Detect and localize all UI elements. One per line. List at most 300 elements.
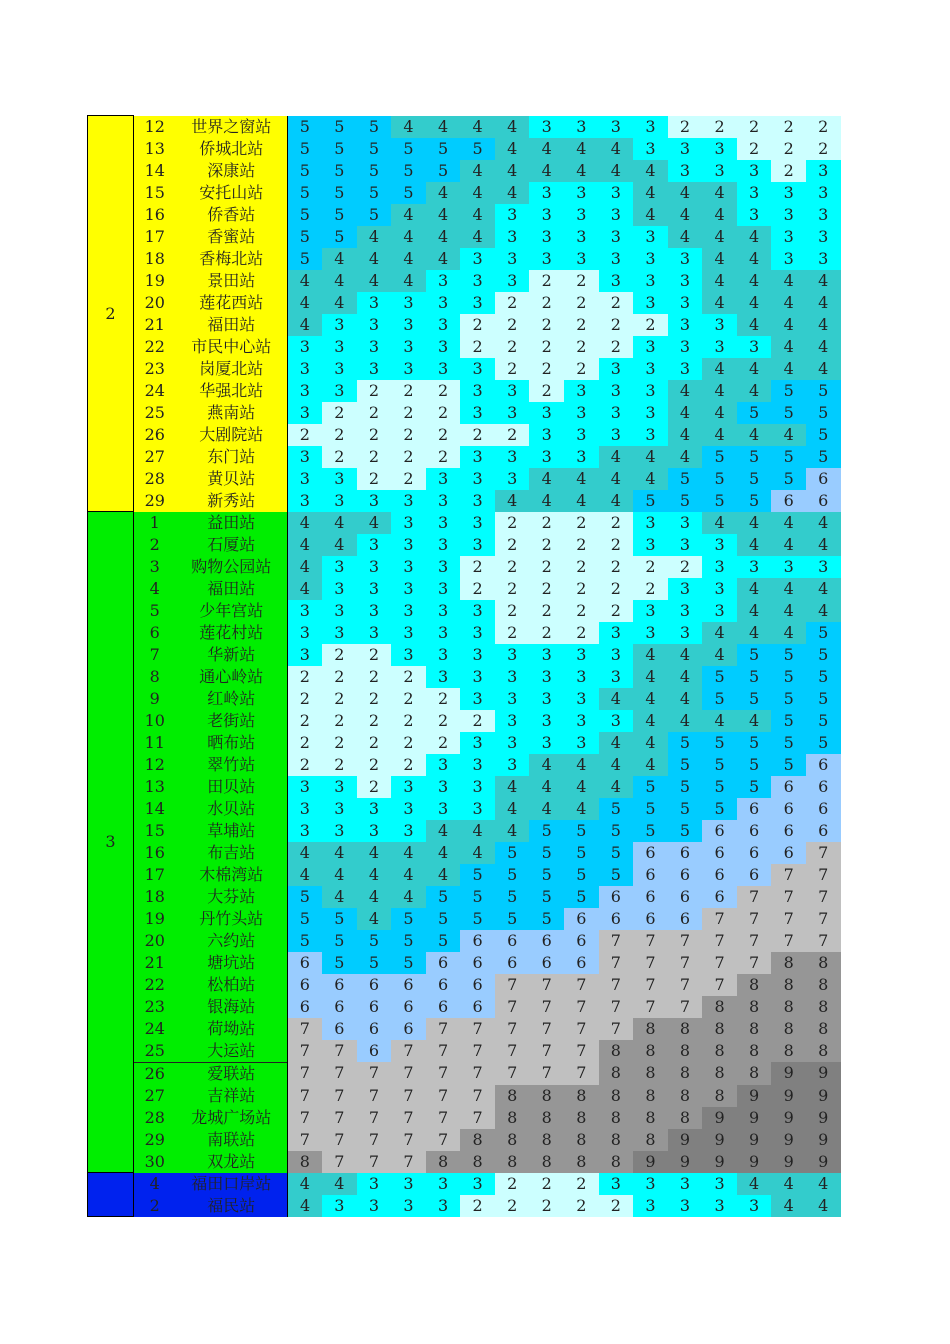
fare-cell: 2 <box>426 688 461 710</box>
fare-cell: 2 <box>460 578 495 600</box>
fare-cell: 4 <box>495 160 530 182</box>
fare-cell: 5 <box>357 952 392 974</box>
table-row <box>88 424 841 446</box>
fare-cell: 5 <box>806 666 841 688</box>
fare-cell: 2 <box>564 512 599 534</box>
fare-cell: 2 <box>495 292 530 314</box>
fare-cell: 5 <box>702 798 737 820</box>
table-row <box>88 1018 841 1040</box>
fare-cell: 6 <box>633 908 668 930</box>
fare-cell: 3 <box>495 380 530 402</box>
fare-cell: 3 <box>564 182 599 204</box>
fare-cell: 3 <box>599 204 634 226</box>
fare-cell: 3 <box>529 644 564 666</box>
station-number: 21 <box>134 314 176 336</box>
station-number: 7 <box>134 644 176 666</box>
fare-cell: 6 <box>771 490 806 512</box>
station-number: 10 <box>134 710 176 732</box>
station-name: 双龙站 <box>176 1151 288 1173</box>
fare-cell: 6 <box>357 1040 392 1063</box>
fare-cell: 2 <box>599 314 634 336</box>
fare-cell: 3 <box>668 270 703 292</box>
fare-cell: 4 <box>288 1173 323 1195</box>
fare-cell: 4 <box>288 314 323 336</box>
fare-cell: 7 <box>426 1040 461 1063</box>
fare-cell: 7 <box>460 1062 495 1085</box>
fare-cell: 3 <box>391 1195 426 1217</box>
fare-cell: 3 <box>529 666 564 688</box>
fare-cell: 2 <box>633 314 668 336</box>
fare-cell: 3 <box>426 776 461 798</box>
station-number: 5 <box>134 600 176 622</box>
fare-cell: 5 <box>529 886 564 908</box>
station-number: 30 <box>134 1151 176 1173</box>
fare-cell: 4 <box>599 776 634 798</box>
fare-cell: 4 <box>426 182 461 204</box>
fare-cell: 5 <box>564 886 599 908</box>
fare-cell: 5 <box>564 864 599 886</box>
fare-cell: 7 <box>564 996 599 1018</box>
fare-cell: 3 <box>391 798 426 820</box>
fare-cell: 8 <box>495 1107 530 1129</box>
fare-cell: 8 <box>633 1107 668 1129</box>
fare-cell: 3 <box>668 160 703 182</box>
fare-cell: 3 <box>495 468 530 490</box>
fare-cell: 3 <box>495 710 530 732</box>
fare-cell: 7 <box>668 930 703 952</box>
fare-cell: 3 <box>668 314 703 336</box>
fare-cell: 4 <box>737 512 772 534</box>
fare-cell: 3 <box>806 556 841 578</box>
fare-cell: 4 <box>322 1173 357 1195</box>
fare-cell: 3 <box>702 600 737 622</box>
fare-cell: 4 <box>771 1195 806 1217</box>
fare-cell: 5 <box>495 886 530 908</box>
table-row <box>88 248 841 270</box>
table-row <box>88 292 841 314</box>
fare-cell: 4 <box>771 1173 806 1195</box>
fare-cell: 4 <box>322 842 357 864</box>
fare-cell: 5 <box>495 842 530 864</box>
fare-cell: 3 <box>668 292 703 314</box>
fare-cell: 4 <box>391 270 426 292</box>
station-number: 1 <box>134 512 176 534</box>
fare-cell: 5 <box>668 468 703 490</box>
station-number: 24 <box>134 1018 176 1040</box>
fare-cell: 3 <box>322 798 357 820</box>
fare-cell: 3 <box>771 556 806 578</box>
fare-cell: 5 <box>737 754 772 776</box>
fare-cell: 4 <box>806 292 841 314</box>
fare-cell: 8 <box>806 952 841 974</box>
fare-cell: 2 <box>288 688 323 710</box>
fare-cell: 3 <box>357 314 392 336</box>
fare-cell: 2 <box>357 732 392 754</box>
fare-cell: 3 <box>426 578 461 600</box>
fare-cell: 5 <box>737 666 772 688</box>
fare-cell: 4 <box>702 270 737 292</box>
station-name: 莲花西站 <box>176 292 288 314</box>
fare-cell: 5 <box>322 160 357 182</box>
station-number: 13 <box>134 138 176 160</box>
fare-cell: 3 <box>564 666 599 688</box>
fare-cell: 7 <box>737 908 772 930</box>
fare-cell: 2 <box>391 754 426 776</box>
station-name: 华强北站 <box>176 380 288 402</box>
fare-cell: 8 <box>771 1018 806 1040</box>
station-name: 大运站 <box>176 1040 288 1063</box>
fare-cell: 3 <box>564 710 599 732</box>
fare-cell: 5 <box>322 204 357 226</box>
fare-cell: 3 <box>426 534 461 556</box>
fare-cell: 5 <box>322 138 357 160</box>
fare-cell: 6 <box>633 864 668 886</box>
fare-cell: 3 <box>529 116 564 138</box>
station-number: 25 <box>134 1040 176 1063</box>
station-name: 龙城广场站 <box>176 1107 288 1129</box>
fare-cell: 5 <box>391 908 426 930</box>
fare-cell: 2 <box>495 336 530 358</box>
fare-cell: 3 <box>460 622 495 644</box>
fare-cell: 3 <box>668 578 703 600</box>
fare-cell: 3 <box>529 248 564 270</box>
fare-cell: 4 <box>668 226 703 248</box>
fare-cell: 2 <box>599 534 634 556</box>
fare-cell: 2 <box>426 402 461 424</box>
fare-cell: 3 <box>633 336 668 358</box>
station-name: 侨香站 <box>176 204 288 226</box>
fare-cell: 5 <box>288 116 323 138</box>
fare-cell: 2 <box>564 1195 599 1217</box>
table-row <box>88 534 841 556</box>
fare-cell: 4 <box>702 380 737 402</box>
fare-cell: 3 <box>668 358 703 380</box>
fare-cell: 2 <box>599 1195 634 1217</box>
fare-cell: 4 <box>599 754 634 776</box>
table-row <box>88 864 841 886</box>
fare-cell: 8 <box>737 974 772 996</box>
fare-cell: 7 <box>357 1129 392 1151</box>
station-number: 3 <box>134 556 176 578</box>
fare-cell: 3 <box>357 798 392 820</box>
fare-cell: 4 <box>495 798 530 820</box>
fare-cell: 4 <box>495 490 530 512</box>
fare-cell: 2 <box>806 138 841 160</box>
station-number: 16 <box>134 204 176 226</box>
fare-cell: 2 <box>322 710 357 732</box>
table-row <box>88 666 841 688</box>
fare-cell: 3 <box>426 754 461 776</box>
fare-cell: 6 <box>460 930 495 952</box>
fare-cell: 6 <box>495 930 530 952</box>
fare-cell: 6 <box>633 842 668 864</box>
table-row <box>88 930 841 952</box>
fare-cell: 2 <box>564 534 599 556</box>
fare-cell: 2 <box>495 578 530 600</box>
table-row <box>88 1107 841 1129</box>
fare-cell: 3 <box>426 358 461 380</box>
fare-cell: 5 <box>806 710 841 732</box>
fare-cell: 4 <box>460 116 495 138</box>
fare-cell: 2 <box>771 138 806 160</box>
fare-cell: 9 <box>737 1107 772 1129</box>
table-row <box>88 688 841 710</box>
fare-cell: 3 <box>426 644 461 666</box>
station-number: 2 <box>134 534 176 556</box>
fare-cell: 5 <box>668 490 703 512</box>
fare-cell: 3 <box>426 666 461 688</box>
table-row <box>88 754 841 776</box>
fare-cell: 3 <box>633 226 668 248</box>
table-row <box>88 1173 841 1195</box>
fare-cell: 4 <box>771 600 806 622</box>
fare-cell: 2 <box>391 732 426 754</box>
fare-cell: 3 <box>391 292 426 314</box>
fare-cell: 2 <box>599 578 634 600</box>
fare-cell: 6 <box>771 776 806 798</box>
fare-cell: 8 <box>599 1085 634 1107</box>
fare-cell: 3 <box>495 754 530 776</box>
fare-cell: 3 <box>460 468 495 490</box>
station-number: 20 <box>134 292 176 314</box>
fare-cell: 4 <box>702 226 737 248</box>
fare-matrix-table <box>87 115 841 1217</box>
fare-cell: 4 <box>668 644 703 666</box>
station-name: 华新站 <box>176 644 288 666</box>
fare-cell: 4 <box>288 578 323 600</box>
fare-cell: 2 <box>495 424 530 446</box>
table-row <box>88 314 841 336</box>
fare-cell: 5 <box>357 160 392 182</box>
fare-cell: 2 <box>529 358 564 380</box>
fare-cell: 3 <box>357 578 392 600</box>
fare-cell: 4 <box>737 380 772 402</box>
fare-cell: 3 <box>495 226 530 248</box>
fare-cell: 7 <box>633 952 668 974</box>
fare-cell: 5 <box>322 226 357 248</box>
fare-cell: 3 <box>426 314 461 336</box>
table-row <box>88 798 841 820</box>
fare-cell: 6 <box>771 798 806 820</box>
fare-cell: 2 <box>806 116 841 138</box>
fare-cell: 7 <box>564 1062 599 1085</box>
fare-cell: 6 <box>460 996 495 1018</box>
fare-cell: 3 <box>391 490 426 512</box>
fare-cell: 9 <box>806 1107 841 1129</box>
fare-cell: 4 <box>771 534 806 556</box>
fare-cell: 4 <box>426 864 461 886</box>
fare-cell: 8 <box>702 996 737 1018</box>
fare-cell: 3 <box>391 1173 426 1195</box>
fare-cell: 8 <box>771 996 806 1018</box>
fare-cell: 4 <box>737 314 772 336</box>
fare-cell: 3 <box>564 380 599 402</box>
fare-cell: 6 <box>633 886 668 908</box>
fare-cell: 3 <box>460 402 495 424</box>
fare-cell: 4 <box>529 160 564 182</box>
fare-cell: 8 <box>529 1085 564 1107</box>
fare-cell: 7 <box>599 996 634 1018</box>
fare-cell: 3 <box>322 336 357 358</box>
fare-cell: 6 <box>495 952 530 974</box>
station-name: 景田站 <box>176 270 288 292</box>
fare-cell: 6 <box>564 908 599 930</box>
fare-cell: 4 <box>288 292 323 314</box>
fare-cell: 8 <box>599 1062 634 1085</box>
table-row <box>88 380 841 402</box>
fare-cell: 5 <box>288 248 323 270</box>
fare-cell: 7 <box>633 974 668 996</box>
fare-cell: 4 <box>564 160 599 182</box>
station-name: 益田站 <box>176 512 288 534</box>
fare-cell: 5 <box>702 468 737 490</box>
fare-cell: 4 <box>495 182 530 204</box>
fare-cell: 6 <box>357 996 392 1018</box>
station-number: 26 <box>134 1062 176 1085</box>
station-number: 21 <box>134 952 176 974</box>
fare-cell: 3 <box>529 204 564 226</box>
fare-cell: 5 <box>771 732 806 754</box>
fare-cell: 4 <box>668 204 703 226</box>
fare-cell: 3 <box>702 138 737 160</box>
fare-cell: 4 <box>357 842 392 864</box>
fare-cell: 8 <box>529 1151 564 1173</box>
fare-cell: 3 <box>357 1173 392 1195</box>
fare-cell: 2 <box>702 116 737 138</box>
fare-cell: 7 <box>668 974 703 996</box>
station-number: 11 <box>134 732 176 754</box>
fare-cell: 2 <box>564 336 599 358</box>
station-name: 老街站 <box>176 710 288 732</box>
station-number: 19 <box>134 908 176 930</box>
fare-cell: 3 <box>599 270 634 292</box>
fare-cell: 4 <box>633 732 668 754</box>
fare-cell: 3 <box>633 600 668 622</box>
fare-cell: 6 <box>668 864 703 886</box>
fare-cell: 3 <box>599 424 634 446</box>
station-number: 9 <box>134 688 176 710</box>
fare-cell: 7 <box>771 886 806 908</box>
fare-cell: 4 <box>564 138 599 160</box>
fare-cell: 7 <box>529 996 564 1018</box>
fare-cell: 4 <box>806 534 841 556</box>
fare-cell: 3 <box>633 424 668 446</box>
fare-cell: 3 <box>460 512 495 534</box>
fare-cell: 2 <box>391 402 426 424</box>
fare-cell: 4 <box>771 622 806 644</box>
station-name: 布吉站 <box>176 842 288 864</box>
fare-cell: 3 <box>495 248 530 270</box>
fare-cell: 4 <box>529 138 564 160</box>
fare-cell: 3 <box>391 644 426 666</box>
fare-cell: 4 <box>391 248 426 270</box>
station-number: 2 <box>134 1195 176 1217</box>
station-name: 丹竹头站 <box>176 908 288 930</box>
fare-cell: 5 <box>288 204 323 226</box>
fare-cell: 3 <box>529 688 564 710</box>
line-number-cell: 2 <box>88 116 134 512</box>
fare-cell: 2 <box>288 732 323 754</box>
fare-cell: 2 <box>391 424 426 446</box>
fare-cell: 4 <box>668 402 703 424</box>
fare-cell: 3 <box>288 820 323 842</box>
fare-cell: 8 <box>426 1151 461 1173</box>
fare-cell: 8 <box>668 1062 703 1085</box>
fare-cell: 3 <box>599 248 634 270</box>
fare-cell: 5 <box>737 732 772 754</box>
fare-cell: 3 <box>322 358 357 380</box>
fare-cell: 4 <box>806 358 841 380</box>
fare-cell: 3 <box>495 446 530 468</box>
fare-cell: 7 <box>599 952 634 974</box>
station-number: 15 <box>134 182 176 204</box>
fare-cell: 3 <box>391 622 426 644</box>
fare-cell: 8 <box>564 1107 599 1129</box>
station-name: 安托山站 <box>176 182 288 204</box>
fare-cell: 2 <box>529 534 564 556</box>
fare-cell: 3 <box>391 820 426 842</box>
fare-cell: 5 <box>771 402 806 424</box>
fare-cell: 4 <box>633 710 668 732</box>
fare-cell: 2 <box>322 446 357 468</box>
fare-cell: 3 <box>322 1195 357 1217</box>
fare-cell: 5 <box>426 930 461 952</box>
fare-cell: 3 <box>564 688 599 710</box>
fare-cell: 2 <box>529 336 564 358</box>
fare-cell: 7 <box>702 908 737 930</box>
fare-cell: 3 <box>564 204 599 226</box>
fare-cell: 4 <box>737 270 772 292</box>
station-name: 大芬站 <box>176 886 288 908</box>
fare-cell: 8 <box>599 1151 634 1173</box>
fare-cell: 2 <box>737 138 772 160</box>
fare-cell: 7 <box>357 1107 392 1129</box>
fare-cell: 8 <box>668 1107 703 1129</box>
fare-cell: 4 <box>357 886 392 908</box>
fare-cell: 7 <box>322 1062 357 1085</box>
station-name: 南联站 <box>176 1129 288 1151</box>
fare-cell: 8 <box>633 1085 668 1107</box>
fare-cell: 4 <box>495 116 530 138</box>
fare-cell: 4 <box>599 468 634 490</box>
fare-cell: 4 <box>391 886 426 908</box>
fare-cell: 3 <box>529 226 564 248</box>
fare-cell: 3 <box>599 182 634 204</box>
fare-cell: 2 <box>357 468 392 490</box>
fare-cell: 2 <box>529 556 564 578</box>
fare-cell: 9 <box>737 1085 772 1107</box>
fare-cell: 8 <box>495 1129 530 1151</box>
fare-cell: 7 <box>806 908 841 930</box>
fare-cell: 3 <box>391 336 426 358</box>
fare-cell: 5 <box>806 688 841 710</box>
fare-cell: 2 <box>564 556 599 578</box>
fare-cell: 7 <box>322 1107 357 1129</box>
fare-cell: 4 <box>495 776 530 798</box>
fare-cell: 8 <box>806 974 841 996</box>
station-name: 深康站 <box>176 160 288 182</box>
fare-cell: 7 <box>426 1062 461 1085</box>
fare-cell: 4 <box>806 314 841 336</box>
station-name: 燕南站 <box>176 402 288 424</box>
fare-cell: 4 <box>460 842 495 864</box>
fare-cell: 9 <box>737 1151 772 1173</box>
fare-cell: 8 <box>288 1151 323 1173</box>
fare-cell: 7 <box>529 974 564 996</box>
fare-cell: 8 <box>668 1085 703 1107</box>
fare-cell: 2 <box>529 512 564 534</box>
fare-cell: 4 <box>737 358 772 380</box>
